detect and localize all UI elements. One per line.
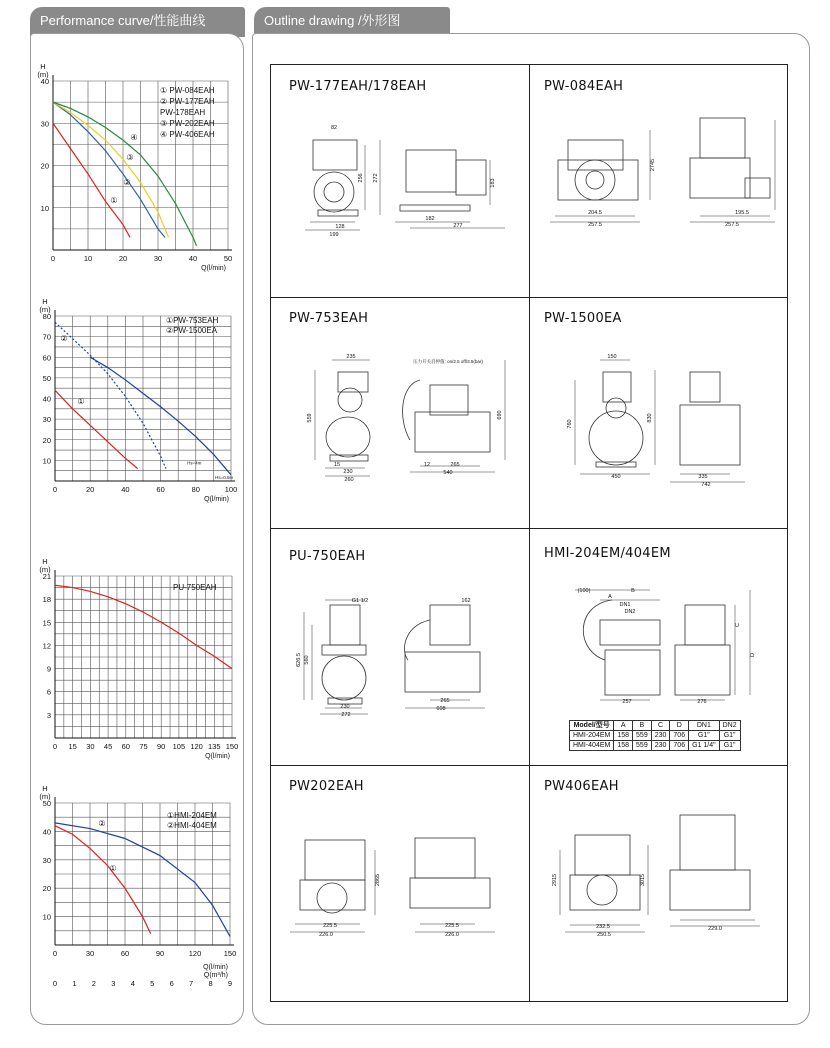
dimension-label: 257.5	[588, 222, 602, 228]
tank-foot	[596, 462, 636, 467]
dimension-label: 830	[647, 413, 653, 423]
y-tick-label: 21	[42, 572, 51, 581]
dimension-label: 2915	[552, 873, 558, 887]
x-tick-label: 30	[85, 949, 95, 958]
y-tick-label: 12	[42, 641, 51, 651]
impeller-housing	[586, 171, 604, 189]
motor-side	[690, 158, 750, 198]
dimension-label: (100)	[577, 588, 591, 594]
cell-title-pw1500: PW-1500EA	[544, 311, 622, 326]
legend-entry: ②PW-1500EA	[166, 326, 218, 335]
curve-marker: ①	[110, 196, 118, 205]
dimension-label: 450	[611, 474, 621, 480]
y-tick-label: 10	[42, 912, 51, 922]
x-tick-label: 150	[223, 949, 237, 958]
dimension-label: 742	[701, 482, 711, 488]
hmi-model-table	[569, 720, 741, 751]
x2-tick-label: 0	[52, 979, 58, 988]
y-tick-label: 10	[40, 203, 49, 213]
tank-foot	[330, 455, 368, 461]
chart-annotation: Hs=0.5m	[215, 474, 234, 480]
x-tick-label: 90	[155, 949, 165, 958]
y-tick-label: 9	[46, 664, 51, 674]
curve-marker: ②	[60, 334, 68, 343]
y-axis-label: H	[42, 784, 48, 793]
motor	[603, 372, 631, 402]
dimension-label: 608	[436, 706, 446, 712]
x-tick-label: 45	[103, 742, 113, 751]
table-header-cell: D	[670, 721, 689, 731]
dimension-label: 559	[307, 413, 313, 423]
pump-body	[587, 875, 617, 905]
table-cell: 706	[670, 731, 689, 741]
motor	[575, 835, 630, 875]
dimension-label: 225.5	[323, 923, 337, 929]
legend-entry: ①HMI-204EM	[167, 811, 217, 820]
motor-side	[456, 160, 486, 195]
x-tick-label: 60	[156, 485, 165, 494]
dimension-label: 256	[358, 173, 364, 183]
table-header-cell: DN2	[719, 721, 740, 731]
pump-base	[318, 210, 358, 216]
tank-side	[680, 405, 740, 465]
dimension-label: 760	[567, 419, 573, 429]
table-cell: G1 1/4"	[689, 741, 720, 751]
legend-entry: PW-178EAH	[160, 108, 206, 117]
tank-side	[680, 815, 735, 870]
x-tick-label: 105	[172, 742, 186, 751]
legend-entry: ④ PW-406EAH	[160, 130, 215, 139]
dimension-label: 690	[497, 410, 503, 420]
motor-side	[430, 385, 468, 415]
x-tick-label: 10	[83, 254, 93, 263]
x-tick-label: 40	[121, 485, 130, 494]
y-tick-label: 80	[42, 312, 51, 321]
tank	[605, 650, 660, 695]
dimension-label: C	[735, 623, 741, 627]
dimension-label: 265	[440, 698, 450, 704]
dimension-label: D	[750, 653, 756, 657]
table-row	[570, 731, 741, 741]
x-tick-label: 135	[208, 742, 221, 751]
dimension-label: 540	[443, 470, 453, 476]
curve-marker: ②	[123, 178, 131, 187]
table-cell: 158	[614, 731, 633, 741]
x-tick-label: 20	[86, 485, 95, 494]
dimension-label: 182	[425, 216, 435, 222]
dimension-label: 276	[697, 699, 707, 705]
pump-body	[575, 160, 615, 200]
pump-body	[606, 398, 626, 418]
x2-axis-label: Q(m³/h)	[203, 972, 228, 979]
x-tick-label: 100	[224, 485, 238, 494]
dimension-label: 232.5	[596, 924, 610, 930]
x2-tick-label: 4	[130, 979, 135, 988]
base-side	[400, 205, 470, 211]
curve-marker: ②	[98, 819, 106, 828]
pump-body	[317, 883, 347, 913]
x-tick-label: 0	[52, 949, 58, 958]
dimension-label: 229.0	[708, 926, 722, 932]
dimension-label: 226.0	[319, 932, 333, 938]
dimension-label: A	[608, 594, 612, 600]
dimension-label: 12	[423, 462, 431, 468]
x-axis-label: Q(l/min)	[204, 496, 229, 503]
y-tick-label: 20	[40, 161, 49, 171]
legend-entry: PU-750EAH	[173, 583, 217, 592]
tank-side	[415, 838, 475, 878]
table-cell: G1"	[689, 731, 720, 741]
dimension-label: 2745	[650, 158, 656, 172]
dimension-label: 183	[490, 178, 496, 188]
y-tick-label: 40	[42, 394, 51, 404]
dimension-label: 3015	[640, 873, 646, 887]
cell-title-hmi: HMI-204EM/404EM	[544, 546, 671, 561]
dimension-label: 257.5	[725, 222, 739, 228]
dimension-label: 150	[607, 354, 617, 360]
y-tick-label: 30	[42, 855, 51, 865]
cell-title-pu750: PU-750EAH	[289, 549, 366, 564]
dimension-label: 272	[373, 173, 379, 183]
x2-tick-label: 6	[169, 979, 174, 988]
motor-side	[685, 605, 725, 645]
cell-title-pw177: PW-177EAH/178EAH	[289, 79, 427, 94]
x2-tick-label: 5	[150, 979, 155, 988]
hose	[583, 600, 612, 660]
y-tick-label: 18	[42, 595, 51, 605]
dimension-label: 225.5	[445, 923, 459, 929]
pump-top	[338, 372, 368, 392]
table-cell: HMI-404EM	[570, 741, 614, 751]
table-header-cell: Model/型号	[570, 721, 614, 731]
dimension-label: 260	[344, 477, 354, 483]
x-tick-label: 60	[121, 742, 130, 751]
dimension-label: 82	[330, 125, 338, 131]
dimension-label: 128	[335, 224, 345, 230]
y-tick-label: 30	[40, 119, 49, 129]
table-header-cell: A	[614, 721, 633, 731]
table-header-cell: C	[651, 721, 670, 731]
dimension-label: 335	[698, 474, 708, 480]
dimension-label: 199	[329, 232, 339, 238]
y-tick-label: 60	[42, 353, 51, 363]
cell-title-pw202: PW202EAH	[289, 779, 364, 794]
table-cell: 559	[633, 731, 652, 741]
pressure-tank	[589, 411, 643, 465]
x-tick-label: 75	[139, 742, 148, 751]
curve-marker: ①	[109, 864, 117, 873]
table-cell: 158	[614, 741, 633, 751]
dimension-label: 272	[341, 712, 351, 718]
x2-tick-label: 8	[208, 979, 213, 988]
tank-side	[415, 412, 490, 452]
pressure-tank	[326, 417, 370, 457]
dimension-label: 626.5	[296, 653, 302, 667]
table-cell: 559	[633, 741, 652, 751]
motor	[568, 140, 623, 170]
dimension-label: 265	[450, 462, 460, 468]
y-axis-label: H	[42, 297, 48, 306]
dimension-label: 2865	[375, 873, 381, 887]
table-cell: G1"	[719, 741, 740, 751]
pump-body	[314, 172, 354, 212]
y-axis-label: H	[42, 557, 48, 566]
dimension-label: 235	[346, 354, 356, 360]
x-tick-label: 0	[50, 254, 56, 263]
x-tick-label: 50	[223, 254, 233, 263]
x-tick-label: 15	[68, 742, 77, 751]
y-axis-unit: (m)	[37, 70, 49, 79]
dimension-label: 277	[453, 223, 463, 229]
motor-side	[410, 878, 490, 908]
table-header-row	[570, 721, 741, 731]
table-row	[570, 741, 741, 751]
y-tick-label: 40	[42, 827, 51, 837]
y-tick-label: 20	[42, 884, 51, 894]
legend-entry: ② PW-177EAH	[160, 97, 215, 106]
table-header-cell: B	[633, 721, 652, 731]
x-axis-label: Q(l/min)	[205, 753, 230, 760]
x-tick-label: 20	[118, 254, 128, 263]
tab-performance-curve[interactable]: Performance curve/性能曲线	[30, 7, 245, 37]
x-axis-label: Q(l/min)	[203, 964, 228, 971]
curve-marker: ③	[126, 153, 134, 162]
y-tick-label: 30	[42, 415, 51, 425]
table-cell: G1"	[719, 731, 740, 741]
x-tick-label: 120	[188, 949, 202, 958]
motor-side	[690, 372, 720, 402]
x-tick-label: 60	[120, 949, 130, 958]
y-tick-label: 70	[42, 332, 51, 342]
dimension-label: DN2	[624, 609, 636, 615]
legend-entry: ③ PW-202EAH	[160, 119, 215, 128]
y-axis-unit: (m)	[39, 565, 51, 574]
y-tick-label: 15	[42, 618, 51, 628]
frame	[558, 160, 638, 200]
dimension-label: 162	[461, 598, 471, 604]
y-axis-label: H	[40, 62, 46, 71]
y-tick-label: 3	[46, 710, 51, 720]
dimension-label: 195.5	[735, 210, 749, 216]
x2-tick-label: 3	[111, 979, 116, 988]
hose	[404, 620, 430, 660]
dimension-label: 560	[304, 655, 310, 665]
legend-entry: ②HMI-404EM	[167, 821, 217, 830]
pump-collar	[322, 645, 366, 655]
y-tick-label: 10	[42, 456, 51, 466]
table-header-cell: DN1	[689, 721, 720, 731]
chart-annotation: Hs=4m	[187, 460, 202, 466]
legend-entry: ① PW-084EAH	[160, 86, 215, 95]
x-tick-label: 30	[86, 742, 95, 751]
dimension-label: DN1	[619, 602, 631, 608]
dimension-label: 250.5	[597, 932, 611, 938]
frame	[300, 880, 365, 910]
pressure-tank	[322, 656, 366, 700]
dimension-label: 15	[333, 462, 341, 468]
tank	[700, 118, 745, 158]
cell-title-pw753: PW-753EAH	[289, 311, 369, 326]
dimension-label: B	[631, 588, 635, 594]
dimension-label: G1 1/2	[351, 598, 369, 604]
x-tick-label: 80	[191, 485, 200, 494]
y-axis-unit: (m)	[39, 305, 51, 314]
curve-marker: ④	[130, 133, 138, 142]
dimension-label: 226.0	[445, 932, 459, 938]
table-cell: 706	[670, 741, 689, 751]
cell-title-pw084: PW-084EAH	[544, 79, 624, 94]
y-tick-label: 40	[40, 77, 49, 86]
x-axis-label: Q(l/min)	[201, 265, 226, 272]
pump-side	[745, 178, 770, 198]
motor	[305, 840, 365, 880]
motor-side	[670, 870, 750, 910]
table-cell: HMI-204EM	[570, 731, 614, 741]
x2-tick-label: 2	[91, 979, 96, 988]
motor-side	[430, 605, 470, 645]
motor	[600, 620, 660, 645]
y-tick-label: 6	[46, 687, 51, 697]
x-tick-label: 120	[190, 742, 203, 751]
tank-side	[405, 652, 480, 692]
legend-entry: ①PW-753EAH	[166, 316, 219, 325]
tank-side	[675, 645, 730, 695]
x-tick-label: 0	[52, 742, 58, 751]
impeller-housing	[324, 182, 344, 202]
dimension-label: 204.5	[588, 210, 602, 216]
dimension-label: 230	[343, 469, 353, 475]
y-tick-label: 20	[42, 435, 51, 445]
pump-top	[330, 605, 360, 645]
pressure-switch-note: 压力开关启停值: on/2.5 off/3.5(bar)	[413, 359, 483, 364]
x2-tick-label: 9	[227, 979, 233, 988]
x2-tick-label: 1	[72, 979, 77, 988]
y-tick-label: 50	[42, 799, 51, 808]
cell-title-pw406: PW406EAH	[544, 779, 619, 794]
curve-marker: ①	[77, 397, 85, 406]
dimension-label: 257	[622, 699, 632, 705]
x-tick-label: 150	[225, 742, 239, 751]
x-tick-label: 40	[188, 254, 198, 263]
table-cell: 230	[651, 741, 670, 751]
motor-top	[313, 140, 357, 170]
x-tick-label: 90	[157, 742, 166, 751]
x-tick-label: 30	[153, 254, 163, 263]
y-axis-unit: (m)	[39, 792, 51, 801]
hose	[403, 380, 420, 440]
dimension-label: 230	[340, 704, 350, 710]
tab-outline-drawing[interactable]: Outline drawing /外形图	[254, 7, 450, 37]
table-cell: 230	[651, 731, 670, 741]
x-tick-label: 0	[52, 485, 58, 494]
tank-side	[406, 150, 456, 192]
y-tick-label: 50	[42, 373, 51, 383]
x2-tick-label: 7	[189, 979, 194, 988]
